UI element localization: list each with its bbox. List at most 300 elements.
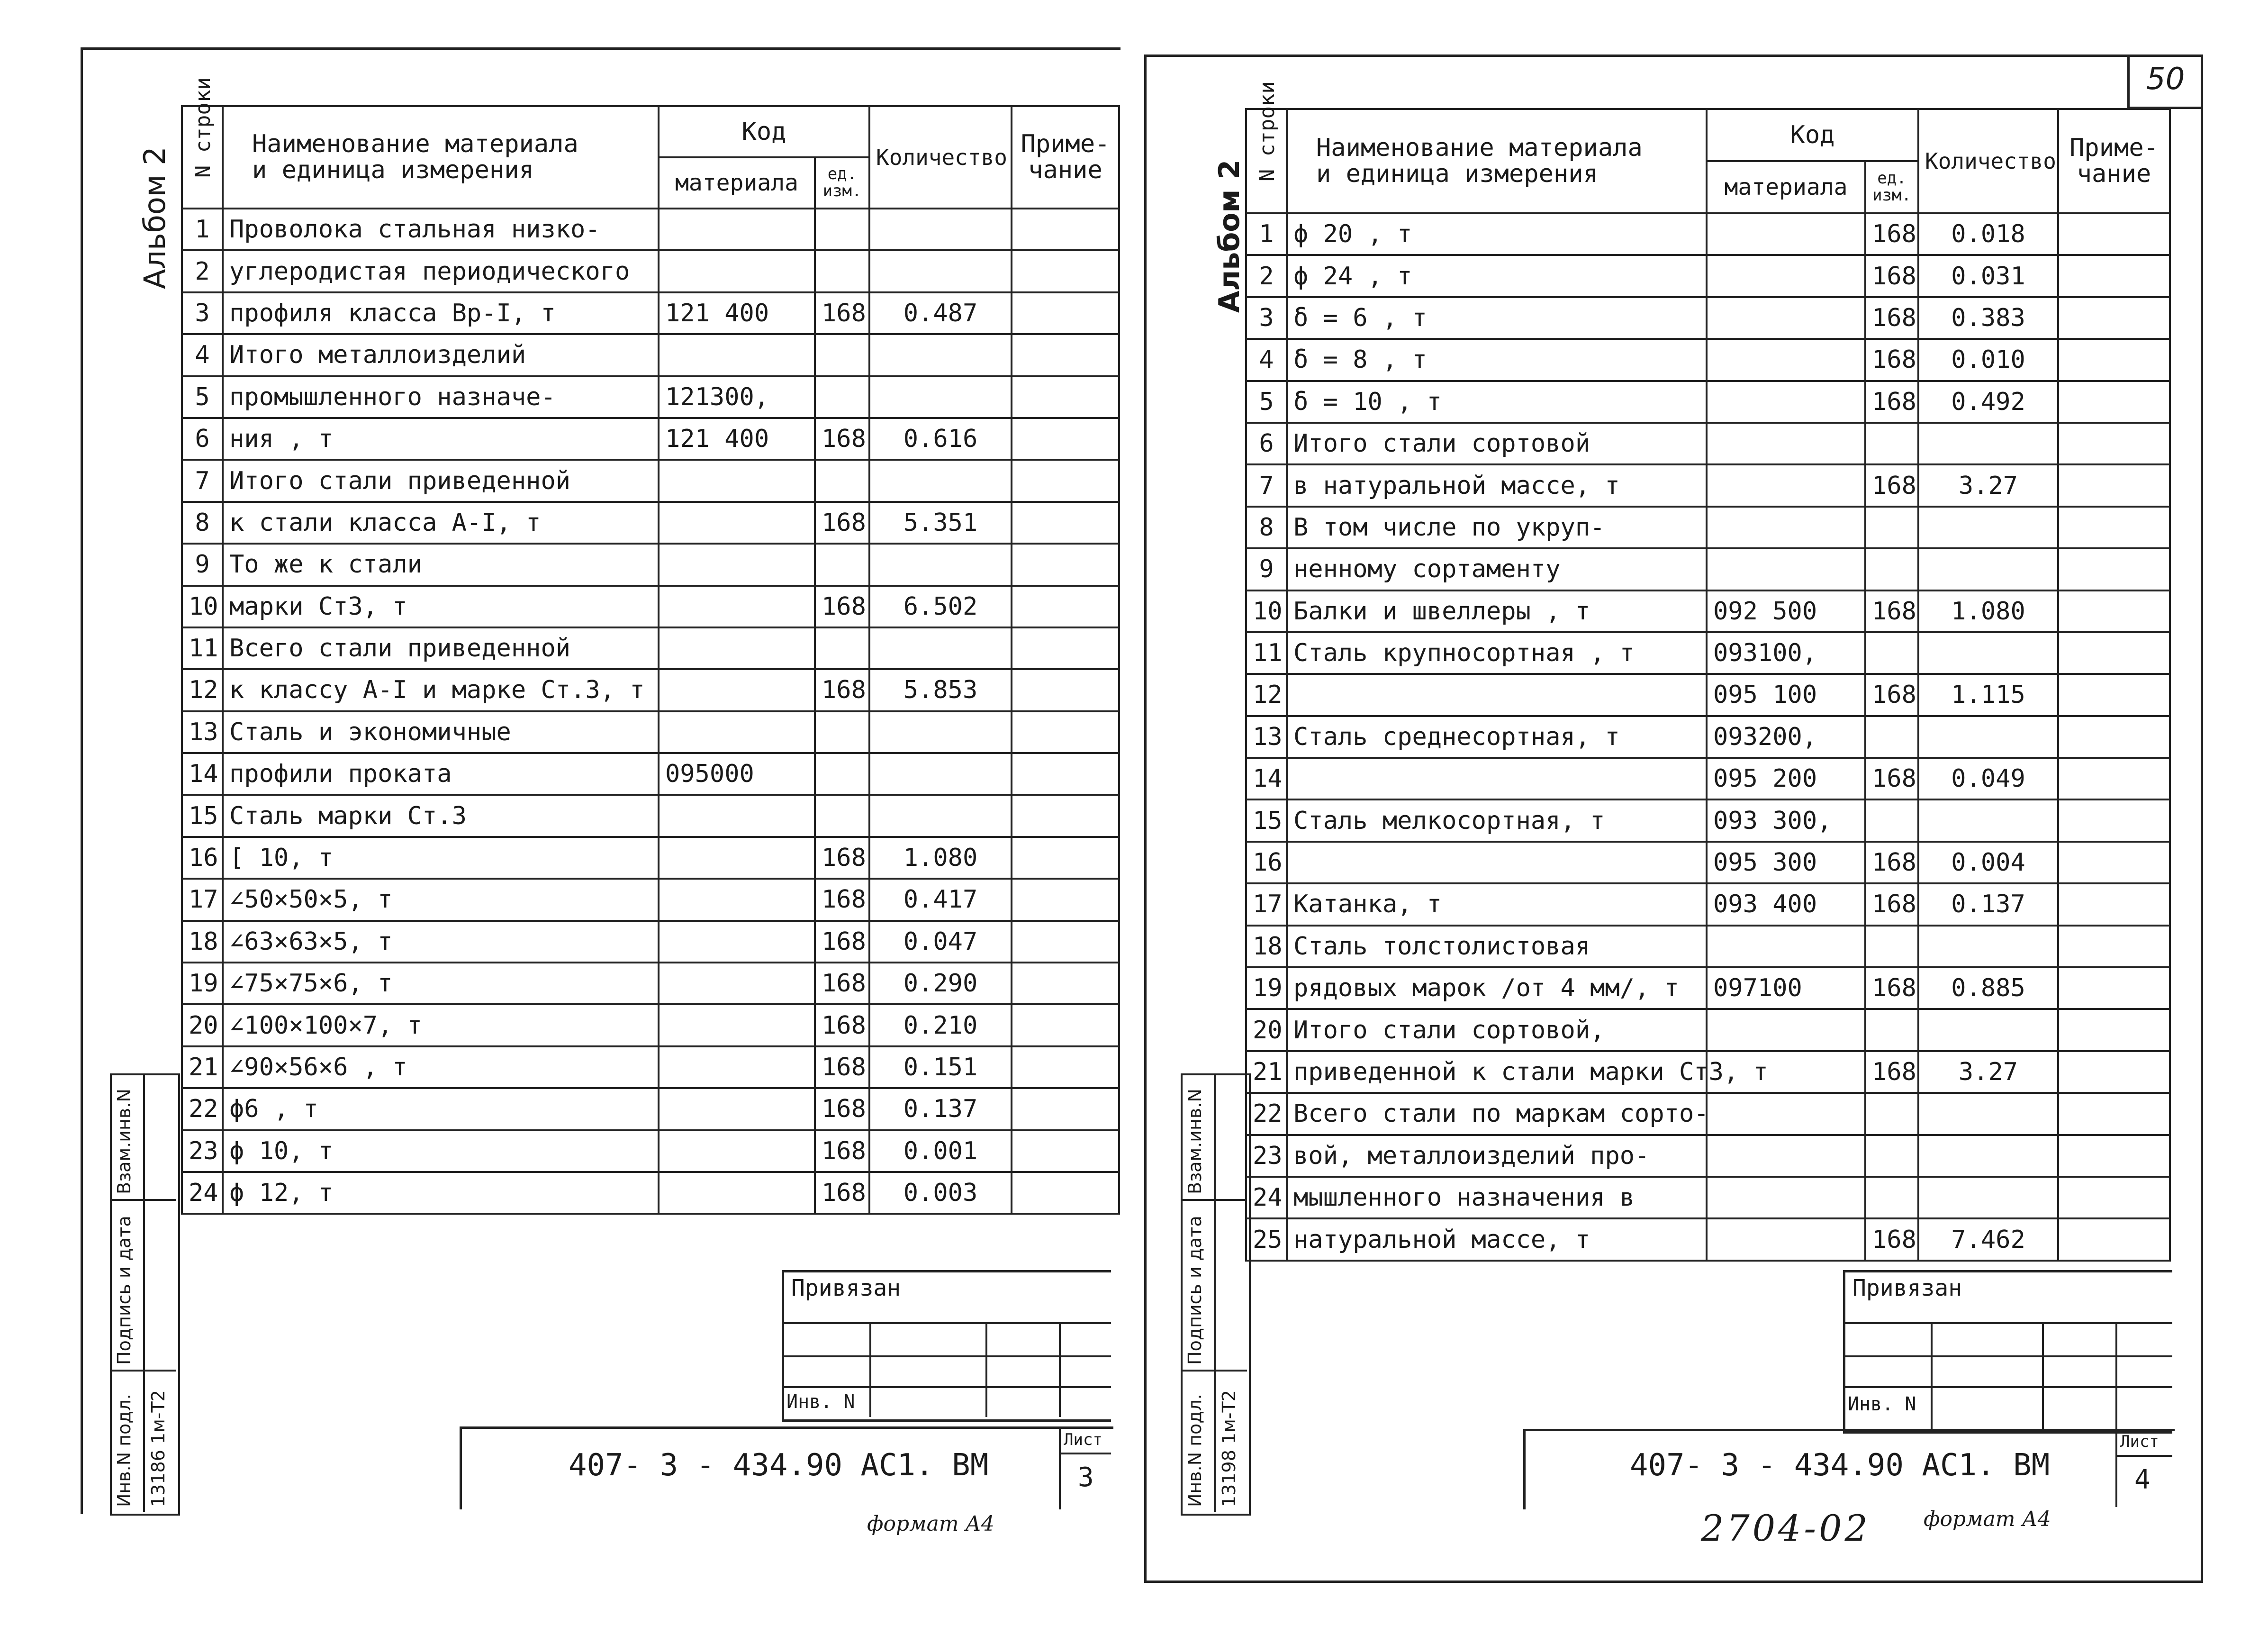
unit-code: 168: [815, 1172, 869, 1214]
material-name: То же к стали: [223, 544, 659, 585]
note-cell: [1012, 1004, 1119, 1046]
table-row: [182, 837, 1119, 879]
quantity-value: 3.27: [1918, 464, 2058, 506]
material-name: натуральной массе, т: [1287, 1218, 1707, 1260]
side-stamp-divider: [143, 1073, 145, 1512]
material-code: [1707, 339, 1865, 381]
material-name: Проволока стальная низко-: [223, 209, 659, 250]
row-number: 18: [1246, 926, 1287, 967]
unit-code: 168: [815, 669, 869, 711]
material-name: ϕ 10, т: [223, 1130, 659, 1172]
title-divider: [2115, 1429, 2117, 1507]
material-name: к стали класса А-I, т: [223, 502, 659, 544]
note-cell: [1012, 502, 1119, 544]
row-number: 9: [1246, 548, 1287, 590]
note-cell: [1012, 376, 1119, 418]
inv-n-label-left: Инв. N: [786, 1391, 855, 1413]
table-row: [1246, 1135, 2170, 1177]
quantity-value: [1918, 1093, 2058, 1135]
privyazan-line: [782, 1386, 1111, 1388]
row-number: 12: [1246, 674, 1287, 716]
unit-code: [1865, 1135, 1918, 1177]
table-row: [182, 795, 1119, 836]
unit-header-left: ед. изм.: [815, 157, 869, 209]
note-cell: [1012, 209, 1119, 250]
quantity-value: 0.047: [869, 921, 1012, 963]
note-cell: [1012, 292, 1119, 334]
unit-code: 168: [1865, 674, 1918, 716]
row-number: 6: [1246, 423, 1287, 464]
note-header-right: Приме- чание: [2058, 109, 2170, 213]
material-code: 093100,: [1707, 632, 1865, 674]
note-cell: [2058, 423, 2170, 464]
material-code: [659, 1172, 815, 1214]
quantity-value: [869, 334, 1012, 376]
material-name: δ = 10 , т: [1287, 381, 1707, 423]
row-number: 20: [182, 1004, 223, 1046]
privyazan-line: [985, 1322, 987, 1417]
row-number: 11: [1246, 632, 1287, 674]
material-name: Сталь и экономичные: [223, 711, 659, 753]
row-number: 14: [182, 753, 223, 795]
unit-code: 168: [1865, 758, 1918, 799]
note-cell: [2058, 1009, 2170, 1051]
material-name: Итого стали сортовой,: [1287, 1009, 1707, 1051]
material-name: δ = 8 , т: [1287, 339, 1707, 381]
row-number: 3: [182, 292, 223, 334]
table-row: [182, 1046, 1119, 1088]
quantity-value: 0.049: [1918, 758, 2058, 799]
material-code: 093 300,: [1707, 799, 1865, 841]
quantity-value: [869, 711, 1012, 753]
row-number: 9: [182, 544, 223, 585]
row-number: 23: [1246, 1135, 1287, 1177]
note-cell: [2058, 758, 2170, 799]
row-number: 25: [1246, 1218, 1287, 1260]
signature-date-label-left: Подпись и дата: [114, 1216, 135, 1365]
quantity-value: 0.003: [869, 1172, 1012, 1214]
unit-code: [815, 209, 869, 250]
table-row: [1246, 1051, 2170, 1093]
side-code-left: 13186 1м-Т2: [148, 1390, 169, 1507]
privyazan-line: [782, 1355, 1111, 1357]
note-cell: [2058, 632, 2170, 674]
row-number: 16: [1246, 842, 1287, 883]
material-name: ∠50×50×5, т: [223, 879, 659, 920]
privyazan-label-left: Привязан: [791, 1275, 901, 1301]
material-name: Всего стали по маркам сорто-: [1287, 1093, 1707, 1135]
material-name: ϕ6 , т: [223, 1088, 659, 1130]
inv-podl-label-left: Инв.N подл.: [114, 1394, 135, 1507]
note-cell: [1012, 1088, 1119, 1130]
note-cell: [2058, 967, 2170, 1009]
material-code: [1707, 464, 1865, 506]
row-number: 19: [1246, 967, 1287, 1009]
quantity-value: 0.487: [869, 292, 1012, 334]
material-code: 092 500: [1707, 590, 1865, 632]
quantity-value: [869, 753, 1012, 795]
table-row: [1246, 967, 2170, 1009]
row-number: 13: [1246, 716, 1287, 758]
note-cell: [2058, 255, 2170, 297]
side-code-right: 13198 1м-Т2: [1219, 1390, 1239, 1507]
privyazan-label-right: Привязан: [1852, 1275, 1962, 1301]
material-name: В том числе по укруп-: [1287, 507, 1707, 548]
row-number: 10: [1246, 590, 1287, 632]
material-name: мышленного назначения в: [1287, 1177, 1707, 1218]
material-name: Сталь среднесортная, т: [1287, 716, 1707, 758]
unit-code: 168: [1865, 297, 1918, 339]
material-name: в натуральной массе, т: [1287, 464, 1707, 506]
list-label-left: Лист: [1064, 1430, 1102, 1449]
table-row: [182, 1004, 1119, 1046]
note-cell: [2058, 883, 2170, 925]
material-code: [1707, 1009, 1865, 1051]
row-number: 4: [182, 334, 223, 376]
table-row: [1246, 674, 2170, 716]
quantity-value: 0.018: [1918, 213, 2058, 255]
quantity-value: [869, 460, 1012, 501]
title-divider: [2115, 1455, 2172, 1457]
row-number: 24: [182, 1172, 223, 1214]
quantity-value: [1918, 716, 2058, 758]
doc-code-left: 407- 3 - 434.90 АС1. ВМ: [569, 1448, 989, 1483]
table-row: [182, 1172, 1119, 1214]
unit-code: [815, 753, 869, 795]
table-row: [182, 711, 1119, 753]
row-num-header-left: N строки: [182, 106, 223, 209]
table-row: [1246, 758, 2170, 799]
note-cell: [1012, 753, 1119, 795]
material-name: ния , т: [223, 418, 659, 460]
side-stamp-divider: [1181, 1199, 1247, 1201]
material-code: 095000: [659, 753, 815, 795]
row-number: 2: [182, 250, 223, 292]
quantity-value: [1918, 632, 2058, 674]
unit-code: 168: [1865, 464, 1918, 506]
material-code: 097100: [1707, 967, 1865, 1009]
material-name: Сталь марки Ст.3: [223, 795, 659, 836]
table-row: [182, 376, 1119, 418]
privyazan-line: [1843, 1355, 2172, 1357]
quantity-value: 5.853: [869, 669, 1012, 711]
material-header-left: материала: [659, 157, 815, 209]
material-code: [659, 1088, 815, 1130]
privyazan-line: [869, 1322, 871, 1417]
material-name: Катанка, т: [1287, 883, 1707, 925]
row-number: 18: [182, 921, 223, 963]
material-name: ∠90×56×6 , т: [223, 1046, 659, 1088]
note-cell: [2058, 674, 2170, 716]
material-name: ∠100×100×7, т: [223, 1004, 659, 1046]
quantity-value: 0.001: [869, 1130, 1012, 1172]
material-code: [1707, 1135, 1865, 1177]
table-row: [1246, 339, 2170, 381]
material-code: [1707, 1093, 1865, 1135]
table-row: [182, 963, 1119, 1004]
unit-code: [815, 544, 869, 585]
album-label-right: Альбом 2: [1213, 159, 1246, 313]
quantity-value: 0.031: [1918, 255, 2058, 297]
material-code: 121300,: [659, 376, 815, 418]
side-stamp-divider: [110, 1370, 176, 1372]
table-row: [1246, 381, 2170, 423]
row-number: 6: [182, 418, 223, 460]
unit-code: [1865, 632, 1918, 674]
unit-code: [1865, 423, 1918, 464]
row-number: 10: [182, 586, 223, 627]
material-code: [659, 711, 815, 753]
privyazan-line: [1931, 1322, 1933, 1429]
material-name: промышленного назначе-: [223, 376, 659, 418]
material-name: [1287, 758, 1707, 799]
quantity-value: 0.210: [869, 1004, 1012, 1046]
note-cell: [2058, 548, 2170, 590]
material-name: профиля класса Вр-I, т: [223, 292, 659, 334]
note-cell: [1012, 418, 1119, 460]
note-cell: [2058, 1051, 2170, 1093]
unit-code: 168: [815, 921, 869, 963]
material-code: [659, 837, 815, 879]
privyazan-line: [1843, 1322, 2172, 1324]
table-row: [1246, 632, 2170, 674]
quantity-value: [1918, 548, 2058, 590]
material-code: 095 200: [1707, 758, 1865, 799]
note-cell: [2058, 842, 2170, 883]
table-row: [1246, 213, 2170, 255]
row-number: 13: [182, 711, 223, 753]
quantity-value: [1918, 1009, 2058, 1051]
row-number: 15: [182, 795, 223, 836]
row-number: 7: [1246, 464, 1287, 506]
note-cell: [1012, 837, 1119, 879]
quantity-header-right: Количество: [1918, 109, 2058, 213]
unit-code: 168: [1865, 883, 1918, 925]
quantity-value: 0.383: [1918, 297, 2058, 339]
quantity-value: [869, 250, 1012, 292]
material-name: профили проката: [223, 753, 659, 795]
row-number: 8: [182, 502, 223, 544]
row-number: 19: [182, 963, 223, 1004]
row-number: 7: [182, 460, 223, 501]
inv-podl-label-right: Инв.N подл.: [1184, 1394, 1205, 1507]
note-cell: [1012, 627, 1119, 669]
material-code: [659, 460, 815, 501]
material-code: 095 100: [1707, 674, 1865, 716]
note-cell: [2058, 590, 2170, 632]
table-row: [1246, 507, 2170, 548]
inv-n-label-right: Инв. N: [1848, 1393, 1916, 1415]
quantity-value: [1918, 423, 2058, 464]
row-number: 8: [1246, 507, 1287, 548]
row-number: 1: [1246, 213, 1287, 255]
quantity-value: 0.004: [1918, 842, 2058, 883]
row-number: 2: [1246, 255, 1287, 297]
material-code: [1707, 507, 1865, 548]
material-code: [659, 963, 815, 1004]
table-row: [1246, 255, 2170, 297]
quantity-value: [1918, 1177, 2058, 1218]
note-cell: [2058, 213, 2170, 255]
row-number: 24: [1246, 1177, 1287, 1218]
row-number: 12: [182, 669, 223, 711]
table-row: [182, 334, 1119, 376]
material-header-right: материала: [1707, 161, 1865, 213]
material-name: рядовых марок /от 4 мм/, т: [1287, 967, 1707, 1009]
note-cell: [2058, 297, 2170, 339]
row-number: 17: [182, 879, 223, 920]
material-code: [659, 586, 815, 627]
material-name: ненному сортаменту: [1287, 548, 1707, 590]
unit-code: [1865, 1093, 1918, 1135]
row-number: 20: [1246, 1009, 1287, 1051]
table-row: [1246, 297, 2170, 339]
material-name: приведенной к стали марки Ст3, т: [1287, 1051, 1707, 1093]
material-code: [1707, 548, 1865, 590]
unit-code: 168: [1865, 339, 1918, 381]
unit-code: [1865, 1177, 1918, 1218]
note-cell: [1012, 963, 1119, 1004]
note-cell: [2058, 799, 2170, 841]
row-number: 21: [182, 1046, 223, 1088]
material-name: вой, металлоизделий про-: [1287, 1135, 1707, 1177]
quantity-header-left: Количество: [869, 106, 1012, 209]
quantity-value: [869, 795, 1012, 836]
unit-code: [1865, 926, 1918, 967]
table-row: [1246, 548, 2170, 590]
sheet-number-left: 3: [1078, 1462, 1094, 1493]
material-code: [1707, 423, 1865, 464]
row-number: 11: [182, 627, 223, 669]
code-header-right: Код: [1707, 109, 1918, 161]
table-row: [182, 879, 1119, 920]
material-name: углеродистая периодического: [223, 250, 659, 292]
material-code: [1707, 1218, 1865, 1260]
table-row: [182, 627, 1119, 669]
quantity-value: 0.137: [869, 1088, 1012, 1130]
table-row: [182, 1130, 1119, 1172]
note-header-left: Приме- чание: [1012, 106, 1119, 209]
material-code: [1707, 297, 1865, 339]
table-row: [1246, 1093, 2170, 1135]
material-name: Балки и швеллеры , т: [1287, 590, 1707, 632]
unit-code: 168: [1865, 381, 1918, 423]
material-name: [ 10, т: [223, 837, 659, 879]
note-cell: [1012, 586, 1119, 627]
note-cell: [2058, 1177, 2170, 1218]
table-row: [182, 544, 1119, 585]
privyazan-line: [2042, 1322, 2044, 1429]
material-code: [659, 209, 815, 250]
album-label-left: Альбом 2: [137, 146, 172, 289]
note-cell: [2058, 926, 2170, 967]
table-row: [1246, 842, 2170, 883]
material-code: [659, 627, 815, 669]
row-number: 5: [182, 376, 223, 418]
unit-code: 168: [815, 1088, 869, 1130]
unit-header-right: ед. изм.: [1865, 161, 1918, 213]
unit-code: 168: [815, 1046, 869, 1088]
row-number: 5: [1246, 381, 1287, 423]
privyazan-line: [1059, 1322, 1061, 1417]
material-code: [659, 795, 815, 836]
unit-code: [815, 795, 869, 836]
table-row: [182, 586, 1119, 627]
note-cell: [1012, 669, 1119, 711]
row-number: 23: [182, 1130, 223, 1172]
unit-code: 168: [815, 502, 869, 544]
vzam-inv-label-left: Взам.инв.N: [114, 1089, 135, 1194]
table-row: [182, 753, 1119, 795]
privyazan-line: [1843, 1386, 2172, 1388]
row-number: 3: [1246, 297, 1287, 339]
quantity-value: [1918, 799, 2058, 841]
material-code: [1707, 213, 1865, 255]
unit-code: [815, 711, 869, 753]
material-name: марки Ст3, т: [223, 586, 659, 627]
note-cell: [2058, 507, 2170, 548]
note-cell: [2058, 381, 2170, 423]
format-label-left: формат А4: [867, 1512, 994, 1536]
table-row: [182, 209, 1119, 250]
material-code: [659, 921, 815, 963]
unit-code: 168: [1865, 1051, 1918, 1093]
row-number: 16: [182, 837, 223, 879]
quantity-value: 1.080: [869, 837, 1012, 879]
quantity-value: 0.492: [1918, 381, 2058, 423]
material-name: Сталь толстолистовая: [1287, 926, 1707, 967]
quantity-value: 0.885: [1918, 967, 2058, 1009]
quantity-value: [1918, 926, 2058, 967]
note-cell: [1012, 1130, 1119, 1172]
quantity-value: 0.137: [1918, 883, 2058, 925]
table-row: [182, 502, 1119, 544]
title-divider: [1059, 1453, 1111, 1454]
quantity-value: 0.417: [869, 879, 1012, 920]
row-number: 22: [182, 1088, 223, 1130]
material-code: [659, 879, 815, 920]
unit-code: [815, 627, 869, 669]
note-cell: [1012, 1172, 1119, 1214]
note-cell: [1012, 921, 1119, 963]
material-name: ∠63×63×5, т: [223, 921, 659, 963]
quantity-value: [869, 627, 1012, 669]
quantity-value: 6.502: [869, 586, 1012, 627]
unit-code: 168: [815, 879, 869, 920]
row-number: 22: [1246, 1093, 1287, 1135]
quantity-value: [1918, 507, 2058, 548]
note-cell: [1012, 879, 1119, 920]
unit-code: 168: [1865, 1218, 1918, 1260]
note-cell: [2058, 1135, 2170, 1177]
unit-code: [815, 250, 869, 292]
row-number: 17: [1246, 883, 1287, 925]
material-code: [659, 334, 815, 376]
unit-code: 168: [1865, 842, 1918, 883]
material-code: [659, 1046, 815, 1088]
doc-code-right: 407- 3 - 434.90 АС1. ВМ: [1630, 1448, 2050, 1483]
material-code: [1707, 255, 1865, 297]
material-name: Итого металлоизделий: [223, 334, 659, 376]
material-name: ϕ 12, т: [223, 1172, 659, 1214]
note-cell: [2058, 716, 2170, 758]
unit-code: 168: [815, 418, 869, 460]
material-name: [1287, 674, 1707, 716]
quantity-value: 1.080: [1918, 590, 2058, 632]
left-spec-table: [181, 77, 1120, 1215]
quantity-value: 0.616: [869, 418, 1012, 460]
material-name: [1287, 842, 1707, 883]
